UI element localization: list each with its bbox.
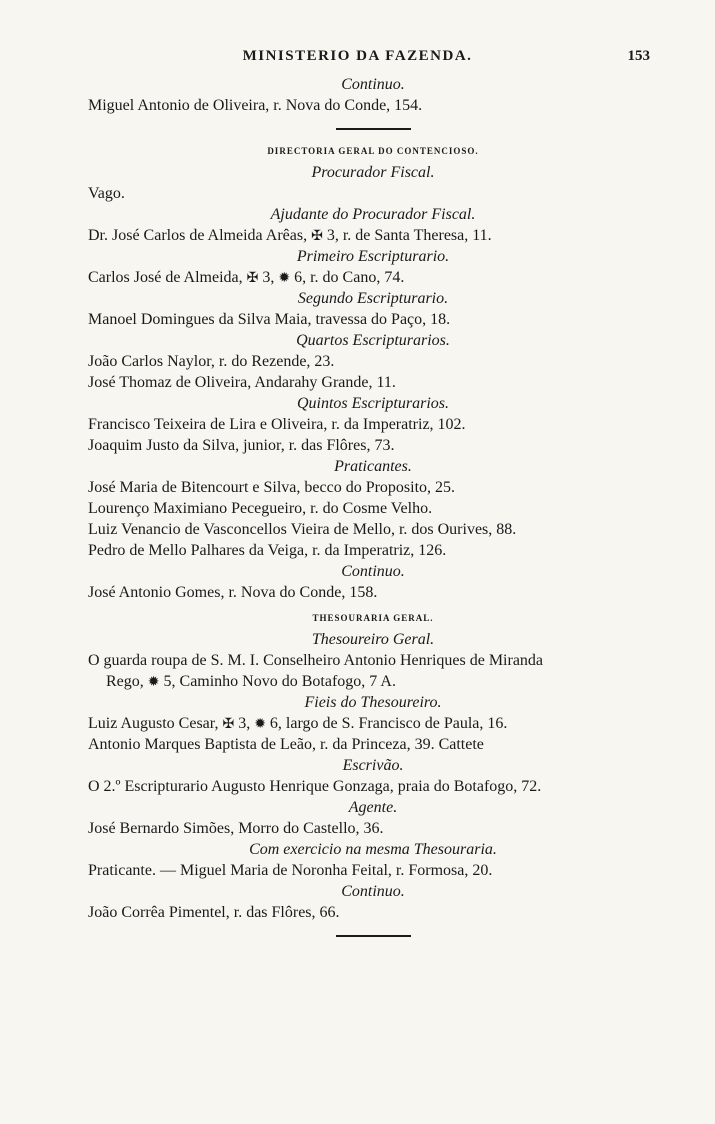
entry-line [88,225,658,246]
entry-line: João Corrêa Pimentel, r. das Flôres, 66. [88,904,340,921]
order-cross-icon: ✠ [222,717,235,732]
heading-continuo: Continuo. [341,76,405,93]
entry-text: Dr. José Carlos de Almeida Arêas, [88,227,312,244]
entry-line: Miguel Antonio de Oliveira, r. Nova do Conde, 154. [88,97,423,114]
page-header [0,48,715,72]
entry-line [88,267,658,288]
section-divider [336,128,411,130]
entry-line [88,671,658,692]
running-title: MINISTERIO DA FAZENDA. [242,48,473,64]
entry-text: Rego, [106,673,148,690]
heading-quintos: Quintos Escripturarios. [296,395,449,412]
entry-line: José Maria de Bitencourt e Silva, becco do Proposito, 25. [88,479,456,496]
order-medal-icon: ✹ [254,717,266,732]
entry-line: Joaquim Justo da Silva, junior, r. das Flôres, 73. [88,437,395,454]
order-medal-icon: ✹ [147,675,160,690]
spacer [88,603,658,611]
entry-line: Lourenço Maximiano Pecegueiro, r. do Cosme Velho. [88,500,433,517]
heading-praticantes: Praticantes. [334,458,412,475]
entry-text: 6, largo de S. Francisco de Paula, 16. [265,715,508,732]
entry-text: 3, [258,269,279,286]
heading-segundo: Segundo Escripturario. [297,290,449,307]
heading-escrivao: Escrivão. [342,757,404,774]
entry-line: Luiz Venancio de Vasconcellos Vieira de Mello, r. dos Ourives, 88. [88,521,517,538]
order-cross-icon: ✠ [311,229,323,244]
heading-procurador: Procurador Fiscal. [311,164,435,181]
entry-line: José Thomaz de Oliveira, Andarahy Grande, 11. [88,374,396,391]
order-medal-icon: ✹ [278,271,291,286]
heading-primeiro: Primeiro Escripturario. [296,248,450,265]
heading-continuo: Continuo. [341,883,405,900]
heading-continuo: Continuo. [341,563,405,580]
entry-text: 5, Caminho Novo do Botafogo, 7 A. [159,673,396,690]
heading-quartos: Quartos Escripturarios. [296,332,450,349]
order-cross-icon: ✠ [246,271,259,286]
entry-text: 3, r. de Santa Theresa, 11. [322,227,492,244]
entry-text: 3, [234,715,255,732]
entry-text: 6, r. do Cano, 74. [290,269,405,286]
heading-fieis: Fieis do Thesoureiro. [304,694,442,711]
entry-line: Praticante. — Miguel Maria de Noronha Feital, r. Formosa, 20. [88,862,493,879]
end-divider [336,935,411,937]
section-title-contencioso: DIRECTORIA GERAL DO CONTENCIOSO. [267,146,479,156]
entry-line [88,713,658,734]
entry-text: Carlos José de Almeida, [88,269,247,286]
section-title-thesouraria: THESOURARIA GERAL. [312,613,434,623]
heading-agente: Agente. [348,799,398,816]
page-number: 153 [627,48,650,64]
entry-line: O guarda roupa de S. M. I. Conselheiro Antonio Henriques de Miranda [88,652,544,669]
entry-line: José Bernardo Simões, Morro do Castello, 36. [88,820,384,837]
entry-line: Francisco Teixeira de Lira e Oliveira, r. da Imperatriz, 102. [88,416,466,433]
entry-line: João Carlos Naylor, r. do Rezende, 23. [88,353,335,370]
heading-thesoureiro: Thesoureiro Geral. [311,631,435,648]
heading-exercicio: Com exercicio na mesma Thesouraria. [249,841,497,858]
entry-line: Vago. [88,185,125,202]
entry-line: O 2.º Escripturario Augusto Henrique Gonzaga, praia do Botafogo, 72. [88,778,542,795]
entry-line: Manoel Domingues da Silva Maia, travessa do Paço, 18. [88,311,451,328]
entry-line: José Antonio Gomes, r. Nova do Conde, 158. [88,584,378,601]
entry-line: Pedro de Mello Palhares da Veiga, r. da Imperatriz, 126. [88,542,447,559]
heading-ajudante: Ajudante do Procurador Fiscal. [270,206,476,223]
entry-line: Antonio Marques Baptista de Leão, r. da Princeza, 39. Cattete [88,736,484,753]
entry-text: Luiz Augusto Cesar, [88,715,223,732]
page-body [88,74,658,951]
